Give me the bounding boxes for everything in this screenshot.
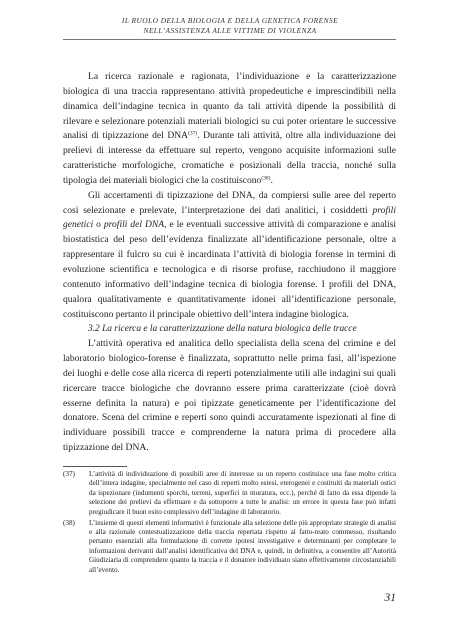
paragraph-3: L’attività operativa ed analitica dello specialista della scena del crimine e del laboratorio biologico-forense è finalizzata, soprattutto nelle prima fasi, all’ispezione dei luoghi e delle cose alla ricerca di reperti potenzialmente utili alle indagini sui quali ricercare tracce biologiche che dovranno essere prima caratterizzate (cioè dovrà esserne definita la natura) e poi tipizzate geneticamente per l’identificazione del donatore. Scena del crimine e reperti sono quindi accuratamente ispezionati al fine di individuare possibili tracce e comprenderne la natura prima di procedere alla tipizzazione del DNA. — [63, 338, 396, 454]
footnote-37 — [63, 470, 396, 517]
header-rule — [63, 39, 396, 40]
footnote-text: L’attività di individuazione di possibili aree di interesse su un reperto costituisce una fase molto critica dell’intera indagine, specialmente nel caso di reperti molto estesi, eterogenei e costituiti da materiali ostici da ispezionare (indumenti sporchi, terreni, superfici in muratura, ecc.), perché di fatto da essa dipende la selezione dei prelievi da effettuare e da sottoporre a tutte le analisi: un errore in questa fase può infatti pregiudicare il buon esito complessivo dell’indagine di laboratorio. — [89, 470, 396, 516]
footnote-38 — [63, 519, 396, 575]
running-head — [60, 16, 400, 36]
footnote-number: (37) — [63, 470, 75, 478]
footnote-ref-37: (37) — [188, 130, 198, 137]
footnote-ref-38: (38) — [261, 175, 271, 182]
footnotes — [63, 470, 396, 576]
running-head-line-1: IL RUOLO DELLA BIOLOGIA E DELLA GENETICA FORENSE — [121, 16, 339, 25]
paragraph-2: Gli accertamenti di tipizzazione del DNA, da compiersi sulle aree del reperto così selezionate e prelevate, l’interpretazione dei dati analitici, i cosiddetti profili genetici o profili del DNA, e le eventuali successive attività di comparazione e analisi biostatistica del peso dell’evidenza finalizzate all’identificazione personale, oltre a rappresentare il fulcro su cui è incardinata l’attività di biologia forense in termini di evoluzione scientifica e tecnologica e di risorse profuse, racchiudono il maggiore contenuto informativo dell’indagine tecnica di biologia forense. I profili del DNA, qualora qualitativamente e quantitativamente idonei all’identificazione personale, costituiscono pertanto il principale obiettivo dell’intera indagine biologica. — [63, 189, 396, 320]
page-number: 31 — [384, 592, 396, 604]
running-head-line-2: NELL’ASSISTENZA ALLE VITTIME DI VIOLENZA — [143, 26, 317, 35]
section-heading: 3.2 La ricerca e la caratterizzazione della natura biologica delle tracce — [88, 324, 357, 335]
footnote-rule — [63, 466, 127, 467]
body-text — [63, 70, 396, 456]
footnote-number: (38) — [63, 518, 75, 527]
paragraph-1: La ricerca razionale e ragionata, l’individuazione e la caratterizzazione biologica di una traccia rappresentano attività propedeutiche e imprescindibili nella dinamica dell’indagine tecnica in quanto da tali attività dipende la possibilità di rilevare e selezionare potenziali materiali biologici su cui poter orientare le successive analisi di tipizzazione del DNA$^{(37)}$. Durante tali attività, oltre alla individuazione dei prelievi di interesse da effettuare sul reperto, vengono acquisite informazioni sulle caratteristiche morfologiche, cromatiche e posizionali della traccia, nonché sulla tipologia dei materiali biologici che la costituiscono$^{(38)}$. — [63, 71, 397, 186]
footnote-text: L’insieme di questi elementi informativi è funzionale alla selezione delle più appropriate strategie di analisi e alla razionale contestualizzazione della traccia repertata rispetto al fatto-reato commesso, risultando pertanto essenziali alla formulazione di corrette ipotesi investigative e determinanti per completare le informazioni derivanti dall’analisi identificativa del DNA e, quindi, in definitiva, a consentire all’Autorità Giudiziaria di comprendere quanto la traccia e il donatore individuato siano effettivamente circostanziabili all’evento. — [89, 518, 396, 574]
